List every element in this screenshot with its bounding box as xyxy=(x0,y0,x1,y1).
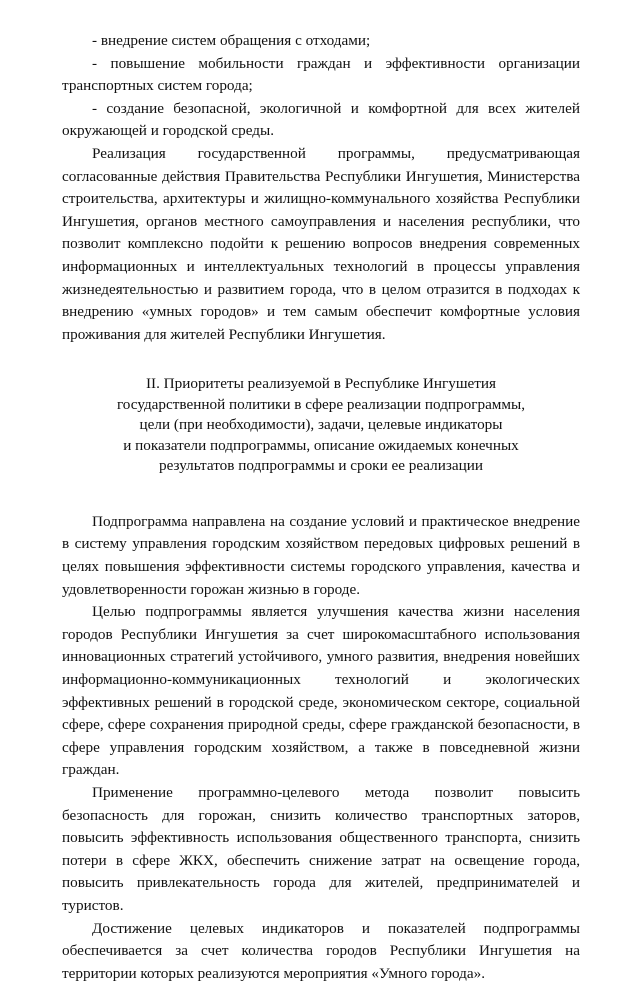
bullet-transport-mobility: - повышение мобильности граждан и эффективности организации транспортных систем города; xyxy=(62,53,580,98)
heading-line: II. Приоритеты реализуемой в Республике Ингушетия xyxy=(62,374,580,395)
paragraph-program-implementation: Реализация государственной программы, предусматривающая согласованные действия Правительства Республики Ингушетия, Министерства строительства, архитектуры и жилищно-коммунального хозяйства Республики Ингушетия, органов местного самоуправления и населения республики, что позволит комплексно подойти к решению вопросов внедрения современных информационных и интеллектуальных технологий в процессы управления жизнедеятельностью и развитием города, что в целом отразится в подходах к внедрению «умных городов» и тем самым обеспечит комфортные условия проживания для жителей Республики Ингушетия. xyxy=(62,143,580,346)
heading-line: государственной политики в сфере реализации подпрограммы, xyxy=(62,395,580,416)
paragraph-indicators-achievement: Достижение целевых индикаторов и показателей подпрограммы обеспечивается за счет количества городов Республики Ингушетия на территории которых реализуются мероприятия «Умного города». xyxy=(62,918,580,985)
paragraph-method-application: Применение программно-целевого метода позволит повысить безопасность для горожан, снизить количество транспортных заторов, повысить эффективность использования общественного транспорта, снизить потери в сфере ЖКХ, обеспечить снижение затрат на освещение города, повысить привлекательность города для жителей, предпринимателей и туристов. xyxy=(62,782,580,918)
document-page xyxy=(62,30,580,985)
bullet-safe-environment: - создание безопасной, экологичной и комфортной для всех жителей окружающей и городской среды. xyxy=(62,98,580,143)
paragraph-subprogram-aim: Подпрограмма направлена на создание условий и практическое внедрение в систему управления городским хозяйством передовых цифровых решений в целях повышения эффективности системы городского управления, качества и удовлетворенности горожан жизнью в городе. xyxy=(62,511,580,601)
bullet-waste-systems: - внедрение систем обращения с отходами; xyxy=(62,30,580,53)
section-heading xyxy=(62,374,580,477)
paragraph-subprogram-goal: Целью подпрограммы является улучшения качества жизни населения городов Республики Ингушетия за счет широкомасштабного использования инновационных стратегий устойчивого, умного развития, внедрения новейших информационно-коммуникационных технологий и экологических эффективных решений в городской среде, экономическом секторе, социальной сфере, сфере сохранения природной среды, сфере гражданской безопасности, в сфере управления городским хозяйством, а также в повседневной жизни граждан. xyxy=(62,601,580,782)
heading-line: цели (при необходимости), задачи, целевые индикаторы xyxy=(62,415,580,436)
heading-line: и показатели подпрограммы, описание ожидаемых конечных xyxy=(62,436,580,457)
heading-line: результатов подпрограммы и сроки ее реализации xyxy=(62,456,580,477)
